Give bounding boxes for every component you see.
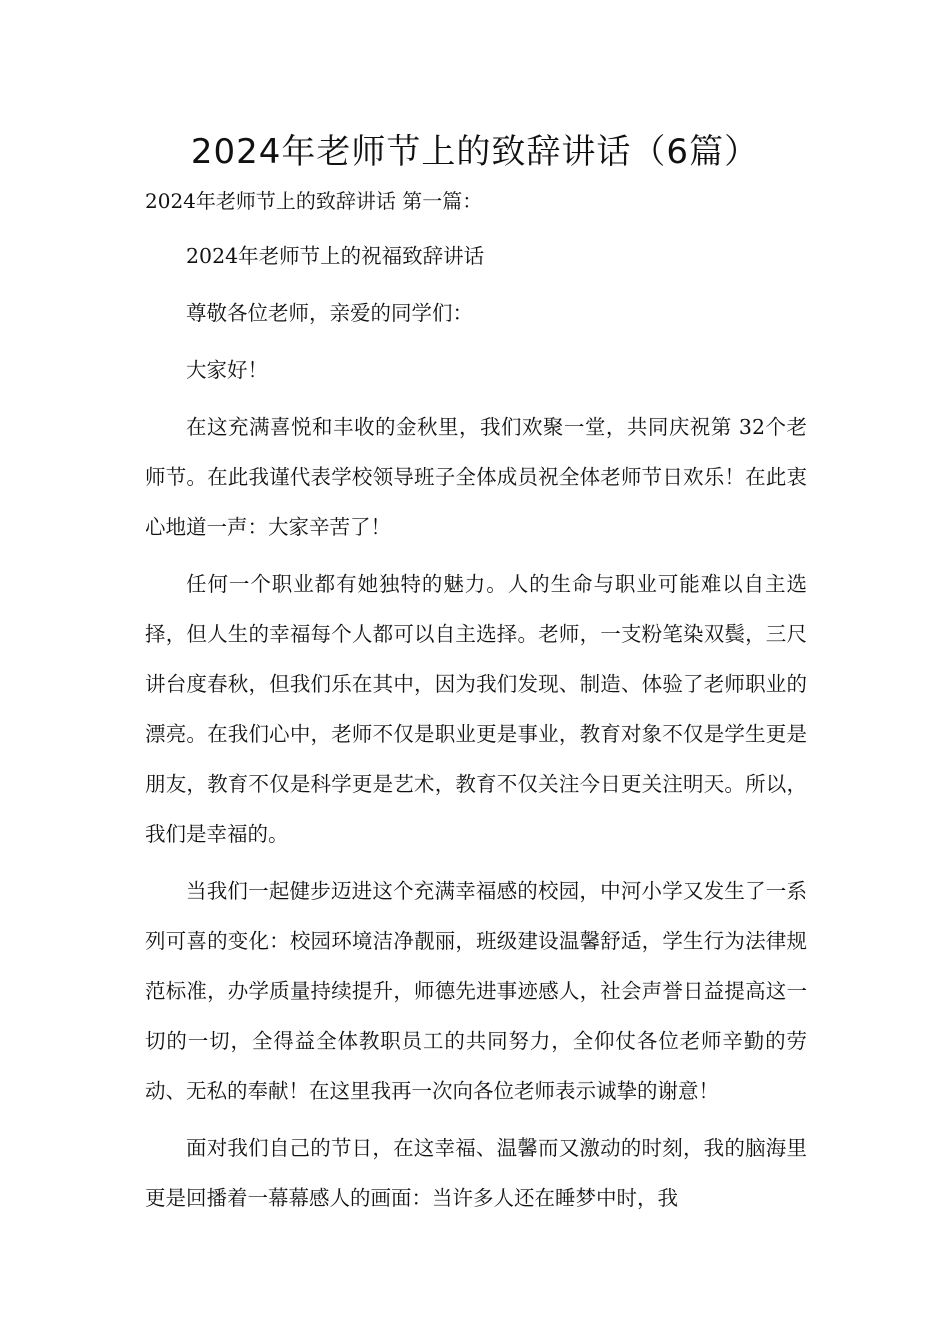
paragraph-salutation: 尊敬各位老师，亲爱的同学们： — [186, 301, 473, 325]
paragraph-greeting: 大家好！ — [186, 358, 268, 382]
document-body — [145, 231, 807, 1230]
section-heading: 2024年老师节上的致辞讲话 第一篇： — [145, 189, 483, 213]
paragraph: 在这充满喜悦和丰收的金秋里，我们欢聚一堂，共同庆祝第 32个老师节。在此我谨代表学校领导班子全体成员祝全体老师节日欢乐！在此衷心地道一声：大家辛苦了！ — [145, 415, 807, 539]
document-title: 2024年老师节上的致辞讲话（6篇） — [190, 132, 760, 172]
paragraph: 当我们一起健步迈进这个充满幸福感的校园，中河小学又发生了一系列可喜的变化：校园环境洁净靓丽，班级建设温馨舒适，学生行为法律规范标准，办学质量持续提升，师德先进事迹感人，社会声誉日益提高这一切的一切，全得益全体教职员工的共同努力，全仰仗各位老师辛勤的劳动、无私的奉献！在这里我再一次向各位老师表示诚挚的谢意！ — [145, 879, 807, 1103]
paragraph: 面对我们自己的节日，在这幸福、温馨而又激动的时刻，我的脑海里更是回播着一幕幕感人的画面：当许多人还在睡梦中时，我 — [145, 1136, 807, 1210]
paragraph-speech-title: 2024年老师节上的祝福致辞讲话 — [186, 244, 485, 268]
paragraph: 任何一个职业都有她独特的魅力。人的生命与职业可能难以自主选择，但人生的幸福每个人都可以自主选择。老师，一支粉笔染双鬓，三尺讲台度春秋，但我们乐在其中，因为我们发现、制造、体验了老师职业的漂亮。在我们心中，老师不仅是职业更是事业，教育对象不仅是学生更是朋友，教育不仅是科学更是艺术，教育不仅关注今日更关注明天。所以，我们是幸福的。 — [145, 572, 807, 846]
